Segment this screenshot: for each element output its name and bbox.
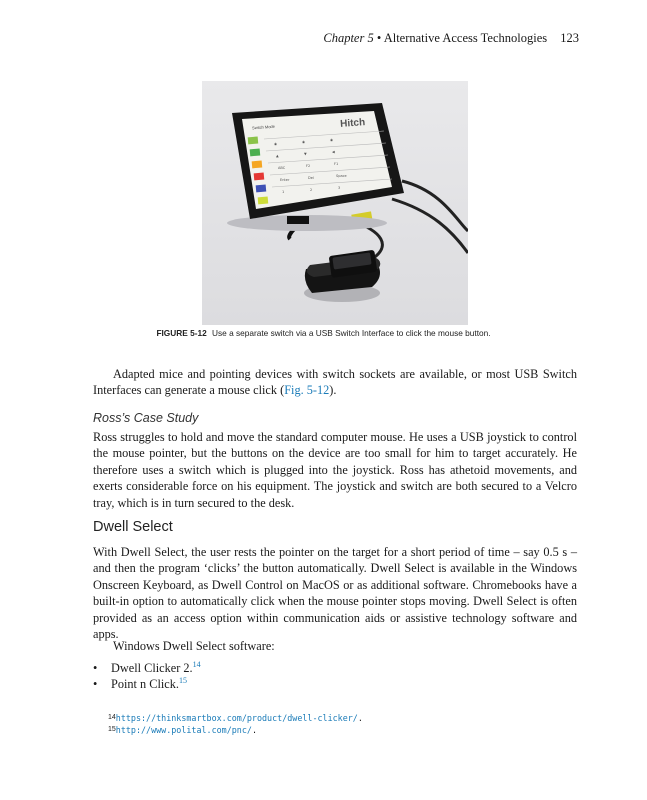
dwell-software-intro: Windows Dwell Select software:: [113, 639, 275, 653]
switch-interface-illustration: [202, 81, 468, 325]
svg-text:▼: ▼: [304, 152, 307, 156]
footnote-number: 14: [108, 714, 116, 721]
list-item: [93, 676, 201, 692]
footnote-trail: .: [251, 725, 257, 735]
svg-text:F2: F2: [306, 164, 311, 168]
svg-text:Enter: Enter: [280, 178, 290, 182]
figure-label: FIGURE 5-12: [156, 328, 207, 338]
footnote: [108, 712, 363, 724]
footnote-link[interactable]: http://www.polital.com/pnc/: [115, 725, 252, 735]
page-number: 123: [560, 31, 579, 45]
footnote-ref[interactable]: 15: [178, 676, 187, 686]
chapter-label: Chapter 5: [323, 31, 374, 45]
list-item-label: Dwell Clicker 2.: [111, 661, 193, 675]
footnote-link[interactable]: https://thinksmartbox.com/product/dwell-clicker/: [115, 713, 358, 723]
footnote-ref[interactable]: 14: [192, 660, 201, 669]
footnote-number: 15: [108, 726, 116, 733]
running-head: [323, 31, 579, 46]
figure-reference-link[interactable]: Fig. 5-12: [284, 383, 330, 398]
svg-text:ABC: ABC: [278, 166, 286, 170]
svg-text:◉: ◉: [274, 142, 278, 146]
svg-text:◉: ◉: [302, 140, 306, 144]
device-label: Switch Mode: [251, 123, 276, 131]
figure-caption-text: Use a separate switch via a USB Switch Interface to click the mouse button.: [212, 328, 491, 338]
svg-text:◀: ◀: [332, 150, 335, 154]
section-heading: Dwell Select: [93, 519, 173, 535]
svg-text:Space: Space: [336, 174, 347, 178]
svg-text:F1: F1: [334, 162, 339, 166]
svg-text:1: 1: [282, 190, 285, 194]
case-study-title: Ross’s Case Study: [93, 411, 199, 425]
svg-text:◉: ◉: [330, 138, 334, 142]
svg-text:▲: ▲: [276, 154, 279, 158]
intro-text-end: ).: [329, 383, 337, 398]
chapter-title: Alternative Access Technologies: [383, 31, 548, 45]
footnote: [108, 724, 363, 736]
svg-text:Del: Del: [308, 176, 314, 180]
intro-paragraph: [93, 366, 577, 399]
svg-text:2: 2: [310, 188, 313, 192]
intro-text: Adapted mice and pointing devices with switch sockets are available, or most USB Switch Interfaces can generate a mouse click (: [93, 367, 577, 398]
figure-photo: [202, 81, 468, 325]
svg-text:3: 3: [338, 186, 341, 190]
footnotes: [108, 712, 363, 736]
footnote-trail: .: [357, 713, 363, 723]
header-separator: •: [376, 31, 382, 45]
device-brand: Hitch: [339, 117, 366, 130]
case-study-body: Ross struggles to hold and move the standard computer mouse. He uses a USB joystick to control the mouse pointer, but the buttons on the device are too small for him to target accurately. He therefore uses a switch which is plugged into the joystick. Ross has athetoid movements, and exerts considerable force on his equipment. The joystick and switch are both secured to a Velcro tray, which is in turn secured to the desk.: [93, 430, 577, 510]
figure-caption: [0, 328, 647, 338]
list-item: [93, 660, 201, 676]
software-list: [93, 660, 201, 693]
list-item-label: Point n Click.: [111, 677, 179, 692]
dwell-body: With Dwell Select, the user rests the pointer on the target for a short period of time – say 0.5 s – and then the program ‘clicks’ the button automatically. Dwell Select is available in the Windows Onscreen Keyboard, as Dwell Control on MacOS or as additional software. Chromebooks have a built-in option to automatically click when the mouse pointer stops moving. Dwell Select is often provided as an access option within communication aids or assistive technology software and apps.: [93, 545, 577, 642]
